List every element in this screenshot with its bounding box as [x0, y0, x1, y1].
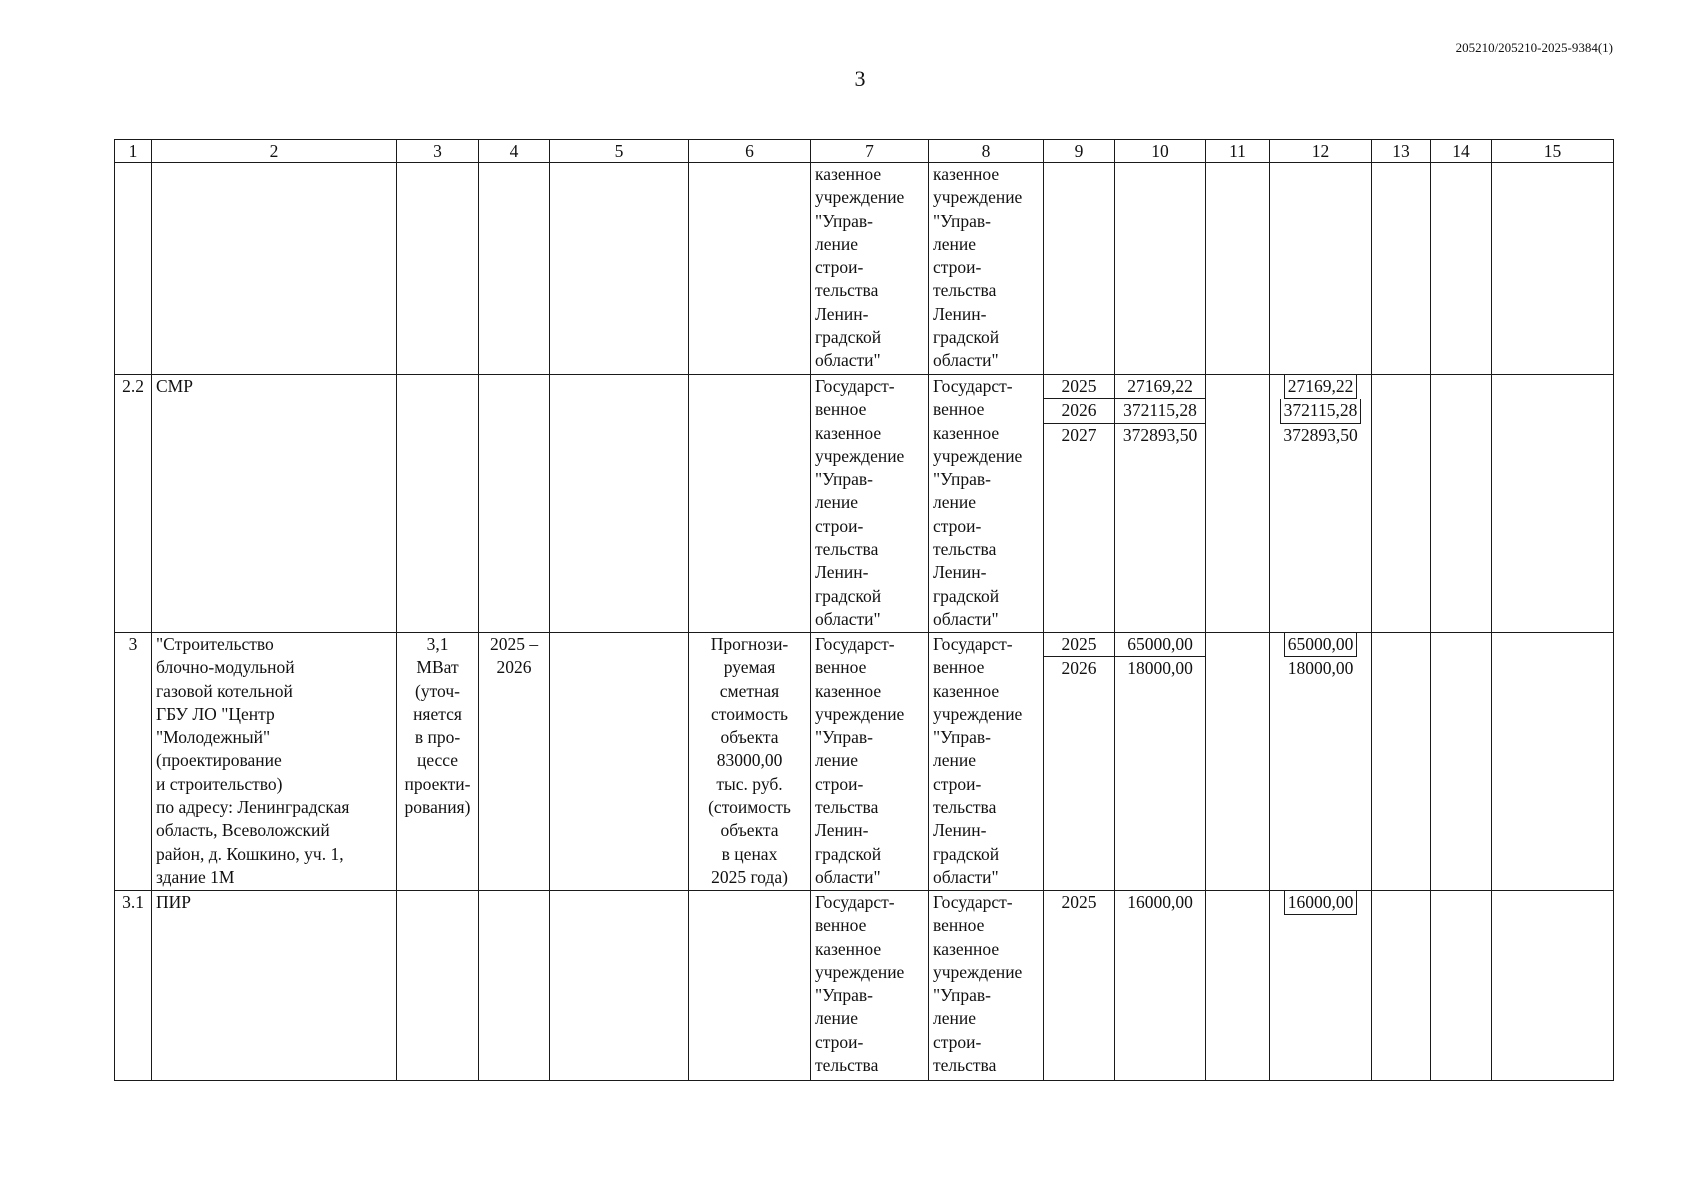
table-row [115, 891, 1614, 1081]
cell-capacity [397, 375, 479, 633]
budget-amount-value: 372115,28 [1280, 399, 1362, 423]
cell-col15 [1492, 891, 1614, 1081]
budget-amount-value: 16000,00 [1284, 891, 1358, 915]
cell-number-text: 3 [128, 634, 138, 654]
cell-estimate-text: Прогнози- руемая сметная стоимость объекта 83000,00 тыс. руб. (стоимость объекта в ценах 2025 года) [708, 634, 791, 887]
cell-amount [1115, 633, 1206, 891]
cell-years [1044, 375, 1115, 633]
cell-number-text: 3.1 [122, 892, 144, 912]
cell-col14 [1431, 633, 1492, 891]
cell-number [115, 633, 152, 891]
cell-developer [929, 891, 1044, 1081]
header-cell: 14 [1431, 140, 1492, 163]
cell-developer-text: Государст- венное казенное учреждение "Управ- ление строи- тельства Ленин- градской области" [933, 634, 1023, 887]
cell-col11 [1206, 375, 1270, 633]
header-cell: 10 [1115, 140, 1206, 163]
cell-period [479, 891, 550, 1081]
cell-capacity-text: 3,1 МВат (уточ- няется в про- цессе проекти- рования) [404, 634, 471, 818]
cell-years [1044, 163, 1115, 375]
cell-years [1044, 633, 1115, 891]
document-id: 205210/205210-2025-9384(1) [1455, 40, 1613, 55]
cell-period [479, 163, 550, 375]
table-row [115, 163, 1614, 375]
table-header-row [115, 140, 1614, 163]
header-cell: 3 [397, 140, 479, 163]
budget-amount-value: 372893,50 [1283, 424, 1358, 445]
cell-customer [811, 633, 929, 891]
cell-col5 [550, 375, 689, 633]
cell-col14 [1431, 891, 1492, 1081]
cell-estimate [689, 633, 811, 891]
header-cell: 4 [479, 140, 550, 163]
year-value: 2025 [1044, 633, 1114, 657]
page-number: 3 [854, 66, 866, 91]
cell-col5 [550, 633, 689, 891]
cell-col11 [1206, 163, 1270, 375]
cell-period-text: 2025 – 2026 [489, 634, 539, 678]
cell-capacity [397, 891, 479, 1081]
data-table [114, 139, 1614, 1081]
budget-amount-value: 27169,22 [1284, 375, 1358, 399]
amount-value: 16000,00 [1127, 892, 1193, 912]
cell-name-text: СМР [156, 376, 193, 396]
cell-capacity [397, 633, 479, 891]
cell-period [479, 375, 550, 633]
cell-developer-text: Государст- венное казенное учреждение "Управ- ление строи- тельства Ленин- градской области" [933, 376, 1023, 629]
cell-col11 [1206, 633, 1270, 891]
cell-customer-text: казенное учреждение "Управ- ление строи- тельства Ленин- градской области" [815, 164, 905, 371]
year-value: 2025 [1061, 892, 1097, 912]
cell-developer [929, 163, 1044, 375]
cell-name [152, 163, 397, 375]
cell-col15 [1492, 375, 1614, 633]
header-cell: 1 [115, 140, 152, 163]
cell-col13 [1372, 633, 1431, 891]
header-cell: 11 [1206, 140, 1270, 163]
cell-budget-amount [1270, 375, 1372, 633]
cell-years [1044, 891, 1115, 1081]
year-value: 2025 [1044, 375, 1114, 399]
cell-developer-text: казенное учреждение "Управ- ление строи- тельства Ленин- градской области" [933, 164, 1023, 371]
cell-name-text: "Строительство блочно-модульной газовой котельной ГБУ ЛО "Центр "Молодежный" (проектирование и строительство) по адресу: Ленинградская область, Всеволожский район, д. Кошкино, уч. 1, здание 1М [156, 634, 350, 887]
budget-amount-value: 18000,00 [1287, 658, 1354, 679]
budget-amount-value: 65000,00 [1284, 633, 1358, 657]
header-cell: 7 [811, 140, 929, 163]
header-cell: 2 [152, 140, 397, 163]
header-cell: 5 [550, 140, 689, 163]
cell-amount [1115, 163, 1206, 375]
cell-number [115, 163, 152, 375]
cell-budget-amount [1270, 891, 1372, 1081]
amount-value: 18000,00 [1127, 658, 1193, 679]
cell-customer-text: Государст- венное казенное учреждение "Управ- ление строи- тельства Ленин- градской области" [815, 376, 905, 629]
cell-estimate [689, 891, 811, 1081]
amount-value: 27169,22 [1115, 375, 1205, 399]
cell-col15 [1492, 633, 1614, 891]
cell-amount [1115, 375, 1206, 633]
amount-value: 65000,00 [1115, 633, 1205, 657]
cell-number [115, 375, 152, 633]
cell-estimate [689, 375, 811, 633]
table-row [115, 633, 1614, 891]
cell-customer [811, 891, 929, 1081]
cell-col13 [1372, 891, 1431, 1081]
cell-estimate [689, 163, 811, 375]
amount-value: 372115,28 [1115, 399, 1205, 423]
cell-budget-amount [1270, 633, 1372, 891]
cell-number-text: 2.2 [122, 376, 144, 396]
cell-customer-text: Государст- венное казенное учреждение "Управ- ление строи- тельства Ленин- градской области" [815, 634, 905, 887]
cell-customer [811, 375, 929, 633]
cell-number [115, 891, 152, 1081]
cell-col13 [1372, 163, 1431, 375]
cell-customer [811, 163, 929, 375]
cell-col5 [550, 163, 689, 375]
cell-name [152, 375, 397, 633]
header-cell: 15 [1492, 140, 1614, 163]
cell-developer-text: Государст- венное казенное учреждение "Управ- ление строи- тельства [933, 892, 1023, 1076]
year-value: 2027 [1061, 424, 1097, 445]
cell-period [479, 633, 550, 891]
cell-col13 [1372, 375, 1431, 633]
cell-developer [929, 375, 1044, 633]
header-cell: 6 [689, 140, 811, 163]
header-cell: 8 [929, 140, 1044, 163]
cell-col14 [1431, 375, 1492, 633]
cell-customer-text: Государст- венное казенное учреждение "Управ- ление строи- тельства [815, 892, 905, 1076]
header-cell: 9 [1044, 140, 1115, 163]
cell-name [152, 633, 397, 891]
year-value: 2026 [1061, 658, 1097, 679]
cell-developer [929, 633, 1044, 891]
table-body [115, 163, 1614, 1081]
cell-col15 [1492, 163, 1614, 375]
cell-name-text: ПИР [156, 892, 192, 912]
cell-col5 [550, 891, 689, 1081]
header-cell: 13 [1372, 140, 1431, 163]
cell-col14 [1431, 163, 1492, 375]
table-row [115, 375, 1614, 633]
year-value: 2026 [1044, 399, 1114, 423]
cell-amount [1115, 891, 1206, 1081]
cell-name [152, 891, 397, 1081]
cell-budget-amount [1270, 163, 1372, 375]
header-cell: 12 [1270, 140, 1372, 163]
cell-capacity [397, 163, 479, 375]
amount-value: 372893,50 [1122, 424, 1198, 445]
cell-col11 [1206, 891, 1270, 1081]
